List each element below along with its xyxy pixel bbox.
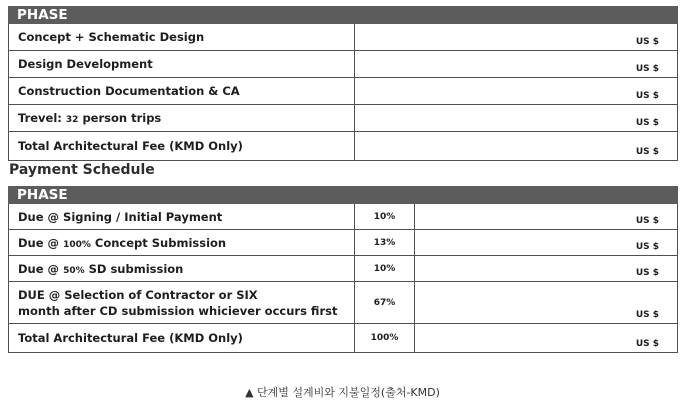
payment-row-percent: 100%: [355, 324, 415, 353]
label-percent: 50%: [63, 265, 85, 276]
label-prefix: Due @: [18, 235, 60, 250]
payment-row-currency: US $: [415, 204, 678, 230]
table-row-total: [9, 324, 678, 353]
travel-label: Trevel:: [18, 111, 62, 125]
payment-row-currency: US $: [415, 256, 678, 282]
fee-row-label: Construction Documentation & CA: [9, 78, 355, 105]
table-row: [9, 282, 678, 324]
payment-row-label: [9, 256, 355, 282]
table-row-total: [9, 132, 678, 161]
payment-row-percent: 10%: [355, 256, 415, 282]
label-prefix: Due @: [18, 261, 60, 276]
label-suffix: Concept Submission: [94, 235, 227, 250]
fee-row-label: Concept + Schematic Design: [9, 24, 355, 51]
fee-row-label: Design Development: [9, 51, 355, 78]
fee-total-label: Total Architectural Fee (KMD Only): [9, 132, 355, 161]
payment-total-label: Total Architectural Fee (KMD Only): [9, 324, 355, 353]
table-row: [9, 105, 678, 132]
figure-caption: ▲ 단계별 설계비와 지불일정(출처-KMD): [245, 386, 440, 399]
payment-row-label: Due @ Signing / Initial Payment: [9, 204, 355, 230]
fee-row-currency: US $: [355, 78, 678, 105]
payment-table: [8, 186, 678, 353]
fee-table: [8, 6, 678, 161]
payment-table-header: [9, 187, 678, 204]
table-row: [9, 51, 678, 78]
table-row: [9, 230, 678, 256]
payment-schedule-title: Payment Schedule: [9, 162, 155, 178]
label-line-1: DUE @ Selection of Contractor or SIX: [18, 287, 258, 302]
fee-row-label-travel: [9, 105, 355, 132]
payment-row-label: [9, 282, 355, 324]
payment-table-header-label: PHASE: [9, 187, 678, 204]
payment-row-currency: US $: [415, 282, 678, 324]
table-row: [9, 204, 678, 230]
payment-row-currency: US $: [415, 324, 678, 353]
payment-row-label: [9, 230, 355, 256]
payment-row-percent: 13%: [355, 230, 415, 256]
fee-table-header: [9, 7, 678, 24]
label-suffix: SD submission: [88, 261, 184, 276]
fee-row-currency: US $: [355, 132, 678, 161]
table-row: [9, 78, 678, 105]
table-row: [9, 24, 678, 51]
fee-table-header-label: PHASE: [9, 7, 678, 24]
payment-row-currency: US $: [415, 230, 678, 256]
label-line-2: month after CD submission whiciever occurs first: [18, 303, 338, 318]
label-percent: 100%: [63, 239, 91, 250]
travel-count: 32: [65, 115, 79, 125]
fee-row-currency: US $: [355, 105, 678, 132]
payment-row-percent: 10%: [355, 204, 415, 230]
payment-row-percent: 67%: [355, 282, 415, 324]
fee-row-currency: US $: [355, 51, 678, 78]
travel-label-rest: person trips: [82, 111, 162, 125]
table-row: [9, 256, 678, 282]
fee-row-currency: US $: [355, 24, 678, 51]
